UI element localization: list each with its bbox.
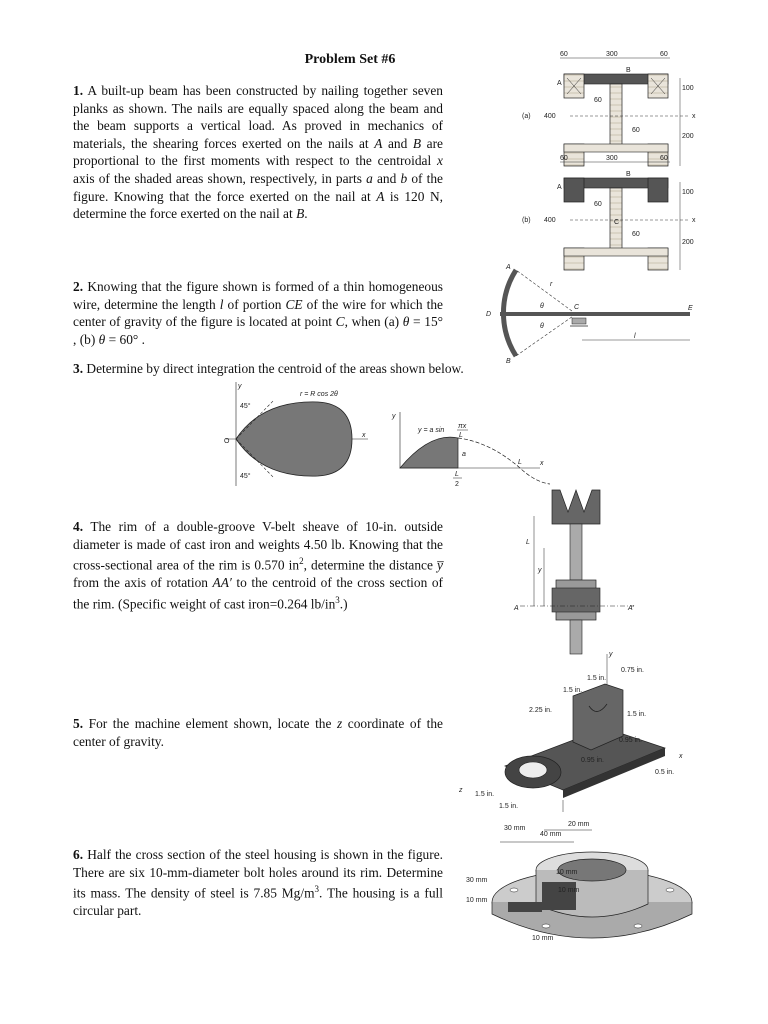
web-b: 60	[594, 201, 602, 208]
problem-text: A	[374, 135, 383, 151]
problem-text: For the machine element shown, locate the	[88, 716, 337, 731]
dim-20mm: 20 mm	[568, 821, 590, 828]
problem-text: .)	[339, 596, 348, 612]
problem-1	[73, 82, 443, 223]
label-B-b: B	[626, 171, 631, 178]
problem-text: . The housing is a full circular part.	[73, 885, 443, 919]
dim-mid-b2: 300	[606, 155, 618, 162]
problem-text: are proportional to the first moments with respect to the centroidal	[73, 135, 444, 169]
dim-30mm-top: 30 mm	[504, 825, 526, 832]
problem-text: coordinate of the center of gravity.	[73, 716, 443, 749]
problem-text: Half the cross section of the steel housing is shown in the figure. There are six 10-mm-diameter bolt holes around its rim. Determine its mass. The density of steel is 7.85 Mg/m	[73, 847, 443, 901]
label-r: r	[550, 281, 553, 288]
axis-x-b: x	[692, 217, 696, 224]
dim-top-a3: 60	[660, 51, 668, 58]
label-C-b: C	[614, 219, 620, 226]
label-y: y	[538, 567, 542, 574]
label-theta-2: θ	[540, 323, 544, 330]
problem-text: z	[337, 716, 343, 731]
problem-4	[73, 518, 443, 613]
angle-top: 45°	[240, 403, 251, 410]
dim-10mm-d: 10 mm	[532, 935, 554, 942]
axis-z-5: z	[459, 787, 463, 794]
problem-number: 5.	[73, 716, 84, 731]
dim-2-25: 2.25 in.	[529, 707, 552, 714]
dim-10mm-b: 10 mm	[558, 887, 580, 894]
label-E: E	[688, 305, 693, 312]
axis-x-5: x	[679, 753, 683, 760]
problem-2	[73, 278, 443, 348]
dim-1-5-d: 1.5 in.	[475, 791, 495, 798]
problem-5	[73, 715, 443, 750]
label-L-4: L	[526, 539, 530, 546]
problem-text: and	[372, 170, 401, 186]
problem-text: y̅	[437, 557, 443, 573]
problem-text: is 120 N, determine the force exerted on the nail at	[73, 188, 443, 222]
inner-a: 60	[632, 127, 640, 134]
problem-text: , when (a)	[344, 314, 403, 330]
polar-equation: r = R cos 2θ	[300, 391, 338, 398]
label-A-a: A	[557, 80, 562, 87]
side-b1: 100	[682, 189, 694, 196]
problem-text: 3	[314, 884, 320, 895]
steel-housing-figure	[462, 812, 700, 952]
web-a: 60	[594, 97, 602, 104]
axis-y-5: y	[609, 651, 613, 658]
problem-text: and	[382, 135, 413, 151]
label-A-b: A	[557, 184, 562, 191]
beam-part-a	[522, 51, 696, 166]
label-A-4: A	[514, 605, 519, 612]
label-theta-1: θ	[540, 303, 544, 310]
sheave-figure	[510, 488, 640, 658]
sine-area-figure	[390, 410, 560, 490]
problem-text: x	[437, 153, 443, 169]
dim-top-a2: 300	[606, 51, 618, 58]
side-a1: 100	[682, 85, 694, 92]
inner-b: 60	[632, 231, 640, 238]
origin-label: O	[224, 438, 230, 445]
problem-text: a	[366, 170, 373, 186]
dim-0-5: 0.5 in.	[655, 769, 675, 776]
dim-1-5-a: 1.5 in.	[587, 675, 607, 682]
machine-element-figure	[455, 650, 690, 815]
problem-text: A built-up beam has been constructed by nailing together seven planks as shown. The nails are equally spaced along the beam and the beam supports a vertical load. As proved in mechanics of materials, the shearing forces exerted on the nails at	[73, 83, 443, 151]
dim-top-a1: 60	[560, 51, 568, 58]
problem-text: 2	[299, 556, 304, 567]
problem-6	[73, 846, 443, 920]
part-a-label: (a)	[522, 113, 531, 120]
problem-text: 3	[335, 594, 340, 605]
label-C: C	[574, 304, 580, 311]
dim-1-5-b: 1.5 in.	[563, 687, 583, 694]
sine-frac-num: πx	[458, 423, 467, 430]
problem-number: 6.	[73, 847, 84, 862]
label-L: L	[518, 459, 522, 466]
label-half-num: L	[455, 471, 459, 478]
side-a2: 200	[682, 133, 694, 140]
axis-x-a: x	[692, 113, 696, 120]
problem-text: l	[219, 296, 224, 312]
label-half-den: 2	[455, 481, 459, 488]
beam-figure	[520, 48, 700, 272]
problem-text: of the wire for which the center of gravity of the figure is located at point	[73, 296, 443, 330]
problem-text: of portion	[223, 296, 286, 312]
dim-10mm-c: 10 mm	[466, 897, 488, 904]
problem-text: .	[304, 206, 308, 222]
axis-y-3a: y	[238, 383, 242, 390]
label-B-a: B	[626, 67, 631, 74]
beam-part-b	[522, 155, 696, 270]
problem-text: B	[296, 206, 305, 222]
problem-text: Knowing that the figure shown is formed of a thin homogeneous wire, determine the length	[73, 279, 443, 312]
label-a: a	[462, 451, 466, 458]
problem-number: 2.	[73, 279, 84, 294]
label-l: l	[634, 333, 636, 340]
axis-y-3b: y	[392, 413, 396, 420]
height-a: 400	[544, 113, 556, 120]
problem-text: axis of the shaded areas shown, respectively, in parts	[73, 170, 367, 186]
axis-x-3b: x	[540, 460, 544, 467]
problem-text: Determine by direct integration the centroid of the areas shown below.	[86, 361, 464, 376]
problem-text: to the centroid of the cross section of the rim. (Specific weight of cast iron=0.264 lb/in	[73, 575, 443, 612]
sine-frac-den: L	[459, 432, 463, 439]
problem-text: , determine the distance	[303, 557, 438, 573]
page-title: Problem Set #6	[304, 52, 396, 67]
dim-1-5-c: 1.5 in.	[627, 711, 647, 718]
dim-1-5-e: 1.5 in.	[499, 803, 519, 810]
polar-area-figure	[222, 380, 370, 490]
problem-text: The rim of a double-groove V-belt sheave of 10-in. outside diameter is made of cast iron and weights 4.50 lb. Knowing that the cross-sectional area of the rim is 0.570 in	[73, 519, 443, 573]
dim-40mm: 40 mm	[540, 831, 562, 838]
problem-text: B	[412, 135, 422, 151]
angle-bottom: 45°	[240, 473, 251, 480]
problem-number: 4.	[73, 519, 84, 534]
sine-equation: y = a sin	[418, 427, 445, 434]
problem-text: CE	[285, 296, 303, 312]
problem-text: = 15° , (b)	[73, 314, 443, 347]
height-b: 400	[544, 217, 556, 224]
label-A2-4: A'	[628, 605, 635, 612]
dim-mid-b3: 60	[660, 155, 668, 162]
problem-number: 1.	[73, 83, 84, 98]
dim-0-95-b: 0.95 in.	[581, 757, 604, 764]
problem-text: of the figure. Knowing that the force exerted on the nail at	[73, 170, 443, 204]
dim-0-75: 0.75 in.	[621, 667, 644, 674]
axis-x-3a: x	[362, 432, 366, 439]
label-A: A	[506, 264, 511, 271]
problem-text: C	[335, 314, 345, 330]
problem-text: θ	[98, 331, 106, 347]
side-b2: 200	[682, 239, 694, 246]
problem-text: b	[400, 170, 408, 186]
problem-text: A	[376, 188, 385, 204]
label-B: B	[506, 358, 511, 364]
dim-10mm-a: 10 mm	[556, 869, 578, 876]
problem-3	[73, 360, 533, 378]
problem-text: θ	[402, 314, 410, 330]
problem-text: AA′	[212, 575, 232, 591]
problem-number: 3.	[73, 361, 84, 376]
part-b-label: (b)	[522, 217, 531, 224]
problem-text: = 60° .	[105, 331, 145, 347]
wire-figure	[478, 262, 708, 364]
dim-0-95-a: 0.95 in.	[619, 737, 642, 744]
dim-30mm-side: 30 mm	[466, 877, 488, 884]
problem-text: from the axis of rotation	[73, 575, 213, 591]
label-D: D	[486, 311, 492, 318]
dim-mid-b1: 60	[560, 155, 568, 162]
